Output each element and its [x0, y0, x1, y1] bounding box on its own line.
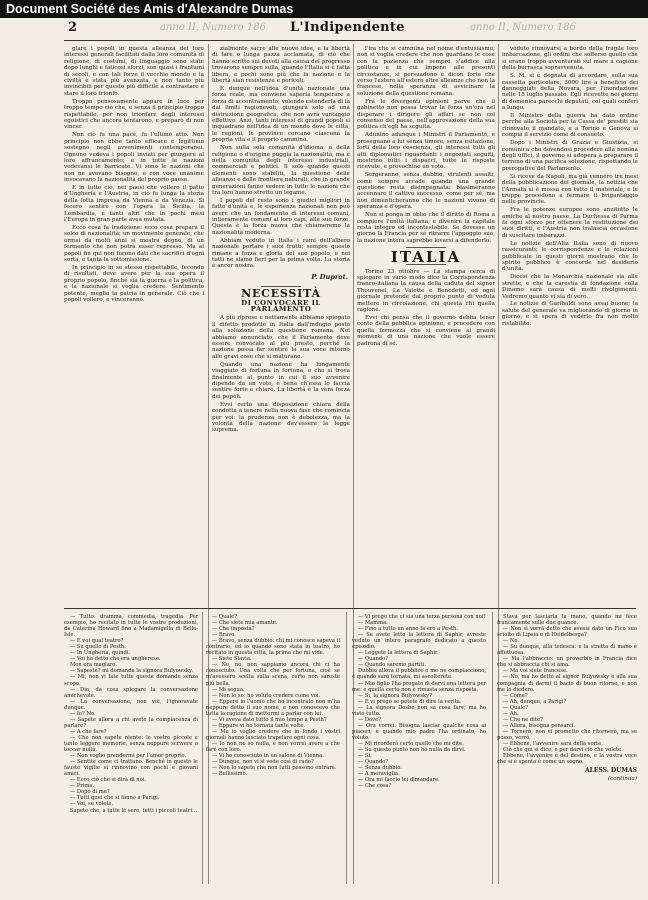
dialogue-line: — Quando saremo partiti.: [358, 662, 426, 669]
dialogue-line: — Mamma.: [358, 620, 388, 627]
dialogue-line: — Quando?: [358, 759, 389, 766]
feuilleton-column-1: [64, 614, 198, 814]
dialogue-line: — E vi prego se potete di dire la verità.: [358, 698, 462, 705]
paragraph: Troppo pensosamente appare in luce per troppo tempo ciò che, e senza il principio troppo rispettabile, per non trionfare degli interessi egoistici che ancora tentarono, e preparò di non vincer.: [64, 98, 204, 131]
paragraph: Il Ministro della guerra ha dato ordine perché alla Società per la Cassa de' prestiti sia rinnovato il mandato, e a Torino e Genova si compia il servizio come di consueto.: [502, 113, 638, 139]
article-signature: P. Duprat.: [311, 272, 348, 281]
dialogue-line: Sapete che, a tutte le sere, tutti i piccoli teatri...: [70, 807, 197, 814]
dialogue-line: Ebbene, l'avvenire è del destino, e la vostra voce che si è spenta è come un sogno.: [497, 753, 637, 766]
paragraph: Le notizie dell'Alta Italia sono di nuovo rassicuranti; le corrispondenze e le relazioni pubblicate in questi giorni mostrano che lo spirito pubblico è concorde nel desiderio d'unità.: [502, 240, 638, 273]
dialogue-line: Dubbio allora il pubblico e me ne compiacciono, e quando sarò tornata, mi ascolterete.: [352, 668, 486, 681]
dialogue-line: — Su quello di Pesth.: [70, 644, 126, 651]
paragraph: Dopo i Ministri di Grazia e Giustizia, si comunica che dovendosi procedere alla nomina degli uffici, il governo si adopera a preparare il terreno di una pacifica soluzione, rispettando le prerogative del Parlamento.: [502, 140, 638, 172]
dialogue-line: — E voi qual teatro?: [70, 638, 124, 645]
paragraph: Non si ponga in oblio che il diritto di Roma a compiere l'unità italiana, e divenire la capitale resta integro ed incontestabile. Se dovesse un giorno la Francia per sé ritrarre l'appoggio suo, la nazione intera saprebbe levarsi a difenderlo.: [357, 212, 495, 244]
dialogue-line: Ciò che qui si dice, e per darvi ciò che volete.: [503, 747, 623, 754]
paragraph: Quando una nazione ha lungamente viaggiato di fortuna in fortuna, e che si trova finalmente al punto in cui il suo avvenire dipende da un voto, è bene ch'essa lo faccia sentire forte e chiaro. La libertà è la vera forza dei popoli.: [212, 361, 350, 400]
paragraph: Evvi chi pensa che il governo debba tener conto della pubblica opinione, e procedere con quella fermezza che si conviene ai grandi momenti di una nazione che vuole essere padrona di sé.: [357, 314, 495, 347]
dialogue-line: — Sapeste? mi domanda la signora Bulyowsky.: [70, 668, 193, 675]
dialogue-line: — Se avete letto la lettera di Saphir, avreste veduto un intero paragrafo dedicato a questo episodio.: [352, 632, 486, 651]
paragraph: Fra le potenze europee sono anzitutto le amiche al nostro paese. La Duchessa di Parma fa ogni sforzo per ottenere la restituzione dei suoi diritti, e l'Austria non tralascia occasione di suscitare imbarazzi.: [502, 207, 638, 239]
column-divider: [492, 612, 493, 884]
dialogue-line: — Mi, non vi fate tutte queste domande senza scopo.: [64, 674, 198, 687]
dialogue-line: — Vi prego che ci sia una terza persona con noi!: [358, 614, 486, 620]
column-divider: [346, 612, 347, 884]
dialogue-line: — Bravo.: [212, 632, 236, 639]
dialogue-line: Mon era magiaro.: [70, 662, 117, 669]
article-column-3: [357, 46, 495, 348]
continued-note: (continua): [607, 776, 637, 783]
feuilleton-column-4: [497, 614, 637, 782]
paragraph: Sorgeranno, senza dubbio, virulenti assalti, come sempre accade quando una grande questione resta disimpegnata; biasimeranno accennare il cattivo successo, come per sé, ma non dimenticheranno che le nazioni vivono di speranza e d'opera.: [357, 172, 495, 211]
dialogue-line: — Eppure io l'uomo che ho incontrato non m'ha neppure detto il suo nome, e non conoscevo che tutta la ragione di mettermi a parlar con lui.: [206, 698, 340, 717]
dialogue-line: — A meraviglia.: [358, 771, 400, 778]
paragraph: Non ciò fu una pace, fu l'ultimo atto. Non principio non ebbe tanto efficace e legittimo sostegno negli avvenimenti contemporanei. Ognuno vedeva i popoli inviati per giungere al loro affrancamento; e in tutte le nazioni vedevansi le barricate. Vi sono le nazioni che non ne avevano bisogno, e con voce unanime invocavano la nazionalità del proprio paese.: [64, 132, 204, 184]
dialogue-line: — Voi ha detto che era ungherese.: [70, 656, 161, 663]
dialogue-line: — Non lo sapete che non tutti possono entrare.: [212, 765, 337, 772]
dialogue-line: — Mi segua.: [212, 686, 245, 693]
dialogue-line: — Quale?: [503, 704, 529, 711]
dialogue-line: — Vi ho conosciuto in un salone di Vienna.: [212, 753, 324, 760]
paragraph: Ecco cosa fa tradizione: ecco cosa prepara il solco di nazionalità; un movimento generale, che ormai da molti anni si mostra degno, di un fermento che non potrà esser represso. Ma ai popoli fin qui non furono dati che sacrifici d'ogni sorta, e tanta la sottomissione.: [64, 224, 204, 263]
dialogue-line: — In Ungheria, quindi.: [70, 650, 131, 657]
paragraph: E in tutto ciò, nei paesi che vollero il patto d'Ungheria e l'Austria, in ciò fu lunga la storia della lotta impresa da Vienna e da Venezia. Si fecero sentire con l'opera la Sicilia, la Lombardia, e tanti altri che in pochi mesi l'Europa in gran parte avea mutata.: [64, 185, 204, 224]
dialogue-line: — Sì, la signora Bulyowsky?: [358, 692, 432, 699]
dialogue-line: — Ah.: [503, 710, 519, 717]
dialogue-line: — Fino a tutto un anno fa ero a Pesth.: [358, 626, 458, 633]
dialogue-line: — Voi, se volete.: [70, 801, 114, 808]
paragraph: Adunino adunque i Ministri il Parlamento, e proseguano a lui senza timore, senza esitazione, forti della loro coscienza, gli interessi tutti gli atti diplomatici riguardanti i negoziati seguiti, mostrino tutti i dispacci, tutte le risposte ricevute, e provochino un voto.: [357, 132, 495, 171]
dialogue-line: — Come?: [503, 692, 528, 699]
dialogue-line: — Leggete la lettera di Saphir.: [358, 650, 439, 657]
paragraph: Torino 23 ottobre — La stampa cerca di spiegare in vario modo dice la Corrispondenza franco-italiana la causa della caduta del signor Thouvenel, La Valette e Benedetti, ed ogni giornale pretende dal proprio punto di veduta mettere in circolazione, chi questa chi quella ragione.: [357, 268, 495, 314]
bleed-through-text-right: anno II, Numero 186: [470, 22, 576, 33]
dialogue-line: — Tornerò, non vi prometto che ritornerò, ma se posso, verrò.: [497, 728, 637, 741]
paragraph: Si riceve da Napoli, ma già vennero tre mesi della pubblicazione del giornale, la notizia che l'Armata si è mossa con tutto il materiale, e le truppe procedono a fermare il brigantaggio nelle provincie.: [502, 173, 638, 206]
dialogue-line: — No.: [503, 638, 520, 645]
dialogue-line: — Ora vorrei. Bisogna lasciar qualche cosa ai piaceri, e quando mio padre l'ha ordinato, ho voluto.: [352, 722, 486, 741]
document-source-bar: Document Société des Amis d'Alexandre Dumas: [0, 0, 648, 18]
dialogue-line: — La conversazione, non voi, l'ignoravate dunque.: [64, 698, 198, 711]
dialogue-line: — Che imposta?: [212, 626, 255, 633]
dialogue-line: — Ecco ciò che si dirà di noi.: [70, 777, 147, 784]
dialogue-line: — Sentite come ci trattano. Benché in questo le fauste vigilie si rinnovino con pochi e giovani amici.: [64, 759, 198, 778]
paragraph: zialmente sacre alle nuove idee, e la libertà di fare o lunga pazza acclamata, di ciò che hanno scritto sui devoti alla causa del progresso trovarono sempre sulla, quando l'Italia si è fatta libera, e pochi sono più che la nazione e la libertà sian resistenze e pericoli.: [212, 46, 350, 85]
dialogue-line: — Ebbene, l'avvenire sarà della sorte.: [503, 740, 603, 747]
dialogue-line: — Senza dubbio.: [358, 765, 402, 772]
dialogue-line: — Che ne dite?: [503, 716, 543, 723]
dialogue-line: — No, ma ho detto al signor Bulyowsky e alla sua compagnia di darmi il bacio di buon ritorno, e non me lo diedero.: [497, 674, 637, 693]
paragraph: Non sulla sola comunità d'idioma, o della religione o d'origine puggia la nazionalità, ma è nella comunità degli interessi industriali, commerciali e politici. Il solo quando questi elementi sono stabiliti, la questione delle alleanze e delle frontiere naturali, che in grande generazioni fanno vedere in tutte le nazioni che tra loro hanno stretto un legame.: [212, 145, 350, 196]
article-column-4: [502, 46, 638, 329]
dialogue-line: — Ma io voglio credere che in fondo i vostri giornali hanno lasciato trapelare ogni cosa.: [206, 728, 340, 741]
dialogue-line: — Bellissimo.: [212, 771, 248, 778]
dialogue-line: — Io non ne so nulla, e non vorrei avere a che fare con loro.: [206, 740, 340, 754]
dialogue-line: — Eppure vi ho tornata tante volte.: [212, 722, 305, 729]
masthead: [60, 18, 636, 38]
masthead-rule: [64, 40, 636, 41]
feuilleton-rule: [64, 608, 636, 609]
paragraph: Evvi certo una disposizione chiara della condotta a tenere nella nuova fase che comincia per voi: la prudenza non è debolezza, ma la volontà della nazione dev'essere la legge suprema.: [212, 401, 350, 434]
dialogue-line: — Non lo so: ho voluto credere come voi.: [212, 692, 321, 699]
dialogue-line: — Siete Slavia.: [212, 656, 252, 663]
dialogue-line: — Dove?: [358, 716, 381, 723]
feuilleton-column-2: [206, 614, 340, 777]
dialogue-line: — Non voglio prendermi per l'amor proprio.: [70, 753, 187, 760]
dialogue-line: — Vi aveva dato tutto il mio tempo a Pesth?: [212, 716, 327, 723]
newspaper-title: L'Indipendente: [290, 20, 405, 35]
dialogue-line: — Ora mi faccio lei dimandare.: [358, 777, 440, 784]
article-column-2: [212, 46, 350, 435]
author-signature: ALESS. DUMAS: [584, 767, 637, 775]
paragraph: È dunque nell'idea d'unità nazionale una forza reale, ma conviene saperla temperare a forza di accentramento; volendo estenderla di là dai limiti ragionevoli, giungerà solo ad una distruzione geografica, che non avrà vantaggio effettivo. Anzi, tanti interessi di grandi popoli si inquadrano nell'idea di un mondo dove le città, le regioni, le province cercano ciascuna la propria vita e il proprio cammino.: [212, 85, 350, 144]
dialogue-line: — Che siete mia amante.: [212, 620, 278, 627]
dialogue-line: — Tutti quei che si fanno a Parigi.: [70, 795, 160, 802]
paragraph: glare i popoli in questa alleanza dei loro interessi generali facilitati dalla loro comunità di religione, di costumi, di linguaggio sono state dopo lunghi e faticosi sforzi, son quasi i frantumi di secoli, e con tali forze il vecchio mondo e la civiltà è stata più avanzata, e non tanto più invincibili per questo più difficile a contrastare e stare il loro trionfo.: [64, 46, 204, 97]
page-number: 2: [68, 20, 78, 35]
paragraph: A più riprese e nettamente abbiamo spiegato il difetto prodotto in Italia dall'indugio posto alla soluzione della questione romana. Noi abbiamo annunciato, che il Parlamento deve essere convocato al più presto, perché la nazione possa far sentire la sua voce intorno alle gravi cose che si maturano.: [212, 315, 350, 360]
bleed-through-text-left: anno II, Numero 186: [160, 22, 266, 33]
dialogue-line: — Quale?: [212, 614, 238, 620]
article-column-1: [64, 46, 204, 305]
dialogue-line: — Che cosa?: [358, 783, 392, 790]
dialogue-line: — Prima.: [70, 783, 95, 790]
dialogue-line: — Dunque, non vi si vede così di rado?: [212, 759, 314, 766]
dialogue-line: — Tutto: dramma, commedia, tragedia. Per esempio, ho recitato in tutte le vostre produzioni, da Caterina Howard fino a Madamigella di Belle-Isle.: [64, 614, 198, 639]
paragraph: Fra le divergenti opinioni parve che il gabinetto non possa trovar la forza un'ora nel disperare i dirigere gli affari se non col consenso del paese, nell'approvazione della sua politica ch'egli ha seguita.: [357, 98, 495, 131]
dialogue-line: — Ma l'abbraccio: un proverbio in Francia dice che si abbraccia chi si ama.: [497, 656, 637, 669]
section-subtitle: DI CONVOCARE IL PARLAMENTO: [241, 298, 321, 314]
paragraph: In principio in se stesso rispettabile, fecondo di risultati, deve avere per la sua opera il proprio popolo, finché sia la guerra e la politica, e la nazionale si voglia credere. Sentimento potente, meglio la patria in generale. Ciò che i popoli vollero, e vinceranno.: [64, 264, 204, 303]
dialogue-line: — Dio, da cosa spiegare la conversazione amichevole.: [64, 686, 198, 699]
dialogue-line: — Mi ricorderò certo quello che mi dite.: [358, 740, 464, 747]
paragraph: S. M. si è degnata di accordare, sulla sua cassetta particolare, 3000 lire a beneficio dei danneggiati della Novara, per l'inondazione nelle 15 luglio passato. Egli ricevette nei giorni di domenica parecchi deputati, coi quali conferì a lungo.: [502, 73, 638, 112]
section-title-necessita: NECESSITÀ: [241, 287, 321, 301]
dialogue-line: — Non si vorrà detto che avessi dato un Fico suo sciolto di Lipsia o di Heidelberga?: [497, 626, 637, 639]
dialogue-line: — Dopo di me?: [70, 789, 110, 796]
dialogue-line: — Bravo, senza dubbio: chi mi conosce sapeva il contrario, ed io quando sono stata in teatro, ho recitato in questa città, la prima che mi vide.: [206, 638, 340, 657]
dialogue-line: — A che fare?: [70, 728, 107, 735]
dialogue-line: — Quando?: [358, 656, 389, 663]
dialogue-line: — Allora, bisogna pensarci.: [503, 722, 576, 729]
dialogue-line: — Mio figlio l'ha pregato di darvi una lettera per me: e quella certo non è rimasta senza risposta.: [352, 680, 487, 693]
paragraph: I popoli del resto sono i giudici migliori in fatto d'unità e, le esperienze nazionali non può avere che un fondamento di interessi comuni, intieramente comuni ai loro capi, alle sue forze. Questa è la forza nuova che chiameremo la nazionalità moderna.: [212, 197, 350, 236]
dialogue-line: — Su dunque, alla tedesca: e la stretta di mano è affettuosa.: [497, 644, 637, 657]
feuilleton-column-3: [352, 614, 486, 789]
dialogue-line: — Su questo punto non ho nulla da dirvi.: [358, 747, 466, 754]
dialogue-line: — Ah, dunque, a Parigi?: [503, 698, 567, 705]
dialogue-line: — Che non sapete niente: le vostre piccole e tanto leggere memorie, senza neppure scrivere o toccar nulla.: [64, 734, 198, 754]
column-divider: [202, 612, 203, 884]
paragraph: Le notizie di Garibaldi sono assai buone; la salute del generale va migliorando di giorno in giorno, e si spera di vederlo fra non molto ristabilito.: [502, 301, 638, 327]
paragraph: Abbiam veduto in Italia i rami dell'albero nazionale portare i suoi frutti; sempre questo rimane a forza e gloria del suo popolo, e noi tutti ne siamo fieri per la prima volta. La storia è ancor nostra.: [212, 237, 350, 270]
dialogue-line: — No, no, non sappiamo ancora chi ci ha conosciuto. Una volta che per fortuna, cioè se m'avessero scelta sulla scena, certo non sareste più bella.: [206, 662, 340, 687]
paragraph: l'ira che si cammina nel nome d'entusiasmo; non si voglia credere che non guardano le cose con la pazienza che sempre s'addice alla politica e in cui impone alle presenti circostanze, si persuadono e dicon forte che verso l'estero all'estero altre alleanze che non la francese, nella speranza di avvicinare la soluzione della questione romana.: [357, 46, 495, 97]
dialogue-line: Stava per lasciarla la mano, quando mi fece francamente sulle due guance.: [497, 614, 637, 627]
dialogue-line: — La signora Dosbo non sa cosa fare; ma ho visto tutto.: [352, 704, 486, 717]
paragraph: veduto rinnovarsi a bordo della fragile loro imbarcazione, gli ordini che sofferse quello che si erano troppo avventurati sul mare a cagione della burrasca sopravvenuta.: [502, 46, 638, 72]
paragraph: Dicesi che la Monarchia nazionale sia alle strette, e che la carestia di fondazione colla Dinamo sarà causa di molti rivolgimenti. Vedremo quanto vi sia di vero.: [502, 274, 638, 300]
dialogue-line: — Io? No.: [70, 710, 96, 717]
dialogue-line: — Ma voi siete francese.: [503, 668, 568, 675]
dialogue-line: — Sapete allora a chi avete la compiacenza di parlare?: [64, 716, 198, 729]
dialogue-line: — Sì.: [358, 753, 372, 760]
section-title-italia: ITALIA: [390, 248, 462, 267]
